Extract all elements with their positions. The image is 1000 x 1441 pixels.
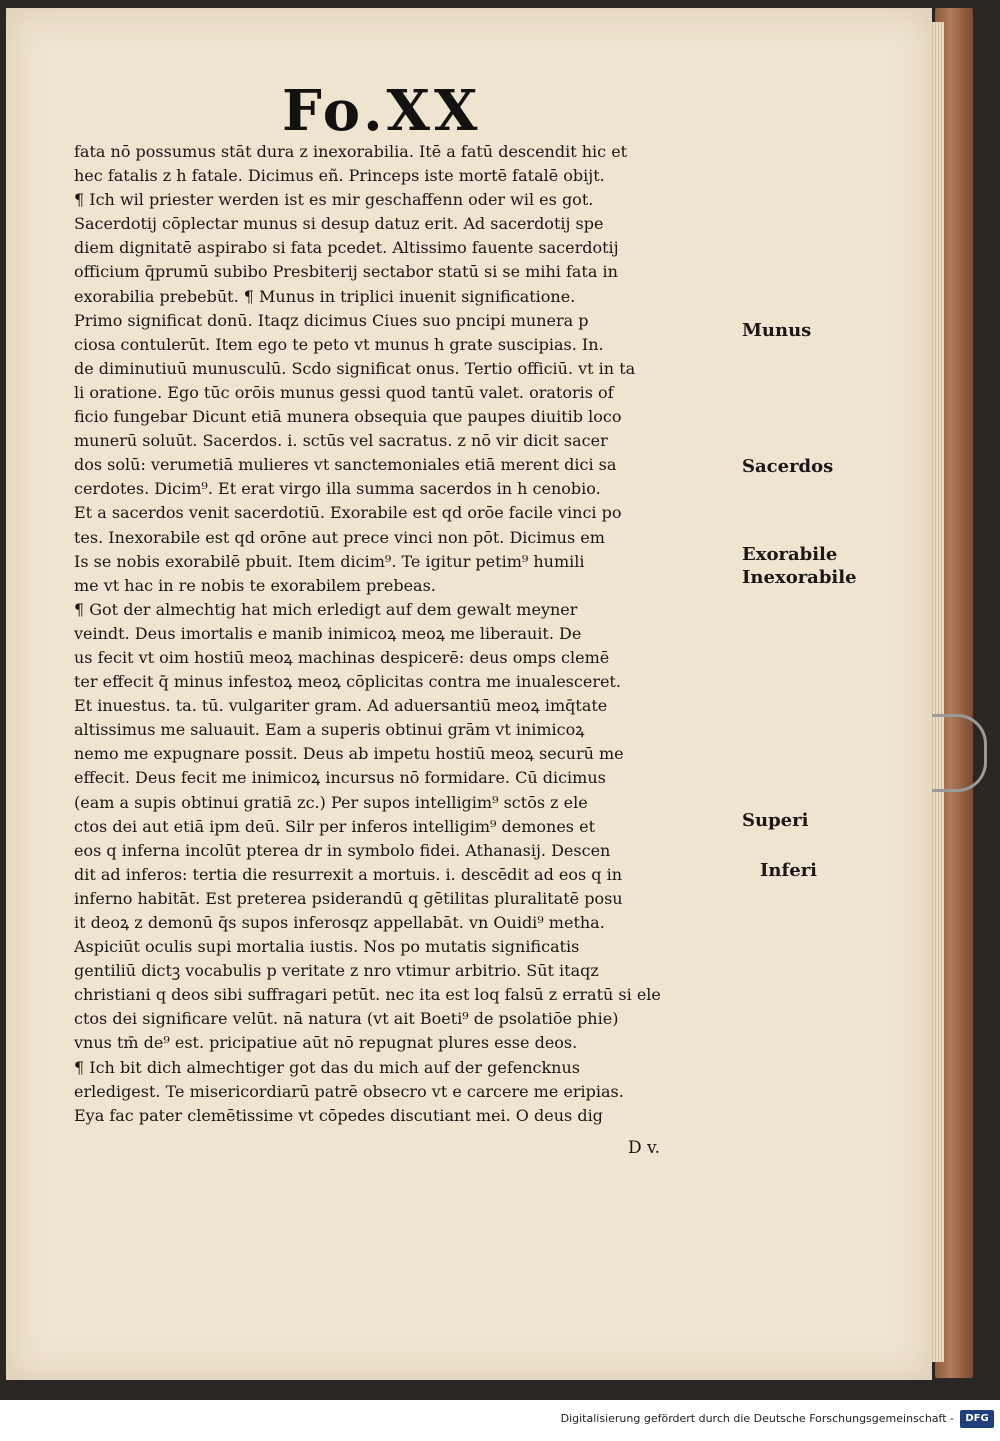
dfg-logo: DFG: [960, 1410, 994, 1428]
text-line: Primo significat donū. Itaqz dicimus Ciues suo pncipi munera p: [74, 310, 589, 330]
text-line: li oratione. Ego tūc orōis munus gessi quod tantū valet. oratoris of: [74, 382, 614, 402]
text-line: inferno habitāt. Est preterea psiderandū q gētilitas pluralitatē posu: [74, 888, 623, 908]
margin-note-inferi: Inferi: [760, 860, 818, 881]
text-line: veindt. Deus imortalis e manib inimicoꝝ meoꝝ me liberauit. De: [74, 623, 582, 643]
text-line: me vt hac in re nobis te exorabilem prebeas.: [74, 575, 436, 595]
text-line: us fecit vt oim hostiū meoꝝ machinas despicerē: deus omps clemē: [74, 647, 610, 667]
text-line: eos q inferna incolūt pterea dr in symbolo fidei. Athanasij. Descen: [74, 840, 611, 860]
text-line: Sacerdotij cōplectar munus si desup datuz erit. Ad sacerdotij spe: [74, 214, 604, 234]
text-line: officium q̄prumū subibo Presbiterij sectabor statū si se mihi fata in: [74, 262, 618, 282]
text-line: de diminutiuū munusculū. Scdo significat onus. Tertio officiū. vt in ta: [74, 358, 636, 378]
text-line: Is se nobis exorabilē pbuit. Item dicim⁹. Te igitur petim⁹ humili: [74, 551, 585, 571]
page-clip: [932, 714, 987, 792]
text-line: Et a sacerdos venit sacerdotiū. Exorabile est qd orōe facile vinci po: [74, 503, 622, 523]
text-line: ctos dei aut etiā ipm deū. Silr per inferos intelligim⁹ demones et: [74, 816, 595, 836]
folio-header: Fo.XX: [282, 78, 482, 144]
text-line: ctos dei significare velūt. nā natura (vt ait Boeti⁹ de psolatiōe phie): [74, 1009, 619, 1029]
body-text: [74, 140, 740, 1128]
text-line: nemo me expugnare possit. Deus ab impetu hostiū meoꝝ securū me: [74, 744, 624, 764]
text-line: altissimus me saluauit. Eam a superis obtinui grām vt inimicoꝝ: [74, 720, 585, 740]
margin-note-exorabile: Exorabile: [742, 544, 838, 565]
text-line: ter effecit q̄ minus infestoꝝ meoꝝ cōplicitas contra me inualesceret.: [74, 672, 621, 692]
text-line: effecit. Deus fecit me inimicoꝝ incursus nō formidare. Cū dicimus: [74, 768, 606, 788]
text-line: dit ad inferos: tertia die resurrexit a mortuis. i. descēdit ad eos q in: [74, 864, 623, 884]
margin-note-sacerdos: Sacerdos: [742, 456, 834, 477]
text-line: dos solū: verumetiā mulieres vt sanctemoniales etiā merent dici sa: [74, 455, 617, 475]
text-line: munerū soluūt. Sacerdos. i. sctūs vel sacratus. z nō vir dicit sacer: [74, 431, 608, 451]
text-line: ¶ Ich wil priester werden ist es mir geschaffenn oder wil es got.: [74, 190, 594, 210]
text-line: cerdotes. Dicim⁹. Et erat virgo illa summa sacerdos in h cenobio.: [74, 479, 601, 499]
text-line: ficio fungebar Dicunt etiā munera obsequia que paupes diuitib loco: [74, 407, 622, 427]
margin-note-inexorabile: Inexorabile: [742, 567, 857, 588]
margin-note-munus: Munus: [742, 320, 812, 341]
text-line: Eya fac pater clemētissime vt cōpedes discutiant mei. O deus dig: [74, 1105, 603, 1125]
text-line: gentiliū dictꝫ vocabulis p veritate z nro vtimur arbitrio. Sūt itaqz: [74, 961, 599, 981]
signature-mark: D v.: [628, 1138, 661, 1158]
margin-note-superi: Superi: [742, 810, 809, 831]
text-line: tes. Inexorabile est qd orōne aut prece vinci non pōt. Dicimus em: [74, 527, 605, 547]
text-line: hec fatalis z h fatale. Dicimus eñ. Princeps iste mortē fatalē obijt.: [74, 166, 605, 186]
funding-credit: Digitalisierung gefördert durch die Deutsche Forschungsgemeinschaft -: [560, 1412, 954, 1425]
text-line: ciosa contulerūt. Item ego te peto vt munus h grate suscipias. In.: [74, 334, 604, 354]
text-line: it deoꝝ z demonū q̄s supos inferosqz appellabāt. vn Ouidi⁹ metha.: [74, 913, 605, 932]
text-line: ¶ Got der almechtig hat mich erledigt auf dem gewalt meyner: [74, 599, 578, 619]
text-line: vnus tm̄ de⁹ est. pricipatiue aūt nō repugnat plures esse deos.: [74, 1033, 578, 1053]
text-line: ¶ Ich bit dich almechtiger got das du mich auf der gefencknus: [74, 1057, 580, 1077]
text-line: Aspiciūt oculis supi mortalia iustis. Nos po mutatis significatis: [74, 937, 580, 957]
footer-bar: [0, 1400, 1000, 1441]
text-line: exorabilia prebebūt. ¶ Munus in triplici inuenit significatione.: [74, 286, 576, 306]
text-line: diem dignitatē aspirabo si fata pcedet. Altissimo fauente sacerdotij: [74, 238, 619, 258]
text-line: fata nō possumus stāt dura z inexorabilia. Itē a fatū descendit hic et: [74, 142, 628, 161]
text-line: Et inuestus. ta. tū. vulgariter gram. Ad aduersantiū meoꝝ imq̄tate: [74, 696, 608, 716]
book-page-edges: [930, 22, 944, 1362]
text-line: erledigest. Te misericordiarū patrē obsecro vt e carcere me eripias.: [74, 1081, 624, 1101]
text-line: christiani q deos sibi suffragari petūt. nec ita est loq falsū z erratū si ele: [74, 985, 661, 1005]
text-line: (eam a supis obtinui gratiā zc.) Per supos intelligim⁹ sctōs z ele: [74, 792, 588, 812]
